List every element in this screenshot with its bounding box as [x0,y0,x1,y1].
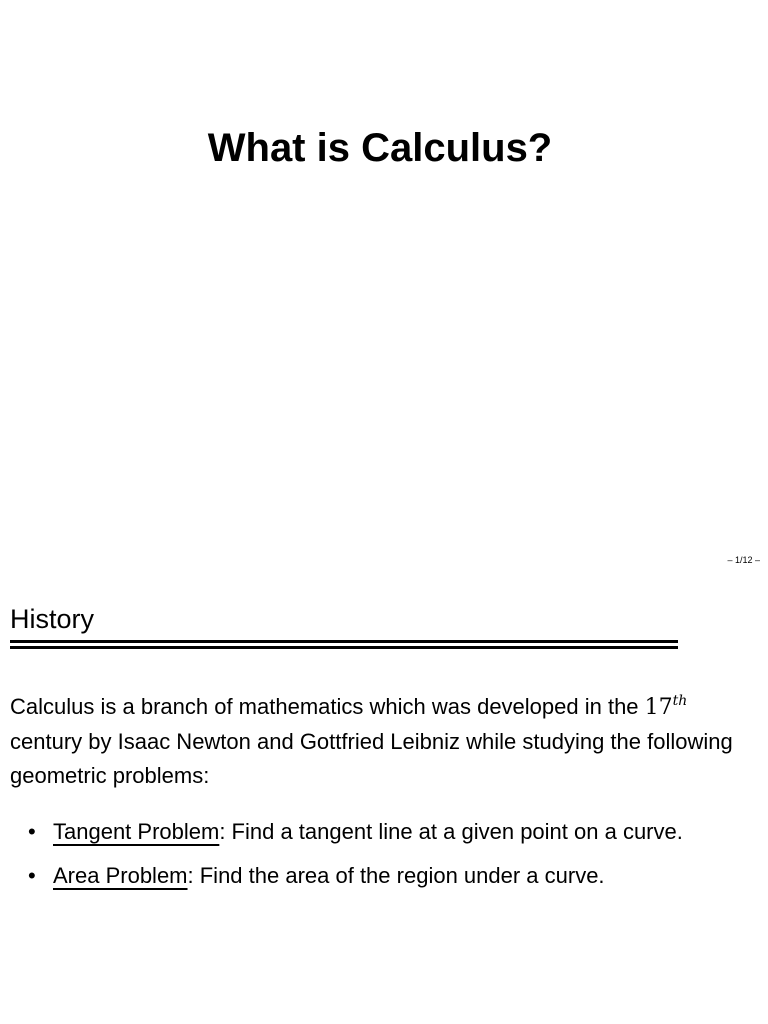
heading-double-rule [10,640,678,649]
century-ordinal [645,695,688,720]
tangent-problem-description: : Find a tangent line at a given point on a curve. [219,819,683,844]
bullet-icon: • [28,863,36,888]
list-item [10,860,760,892]
list-item [10,816,760,848]
page-number: – 1/12 – [727,555,760,565]
problem-list [10,816,760,904]
area-problem-term: Area Problem [53,863,188,888]
slide-title: What is Calculus? [207,126,553,170]
tangent-problem-term: Tangent Problem [53,819,220,844]
intro-text-part1: Calculus is a branch of mathematics which was developed in the [10,694,645,719]
ordinal-number: 17 [644,695,673,720]
section-heading: History [10,604,95,634]
rule-line-bottom [10,646,678,649]
intro-paragraph [10,690,760,793]
intro-text-part2: century by Isaac Newton and Gottfried Leibniz while studying the following geometric problems: [10,729,733,788]
bullet-icon: • [28,819,36,844]
ordinal-suffix: th [672,693,688,709]
area-problem-description: : Find the area of the region under a curve. [187,863,605,888]
